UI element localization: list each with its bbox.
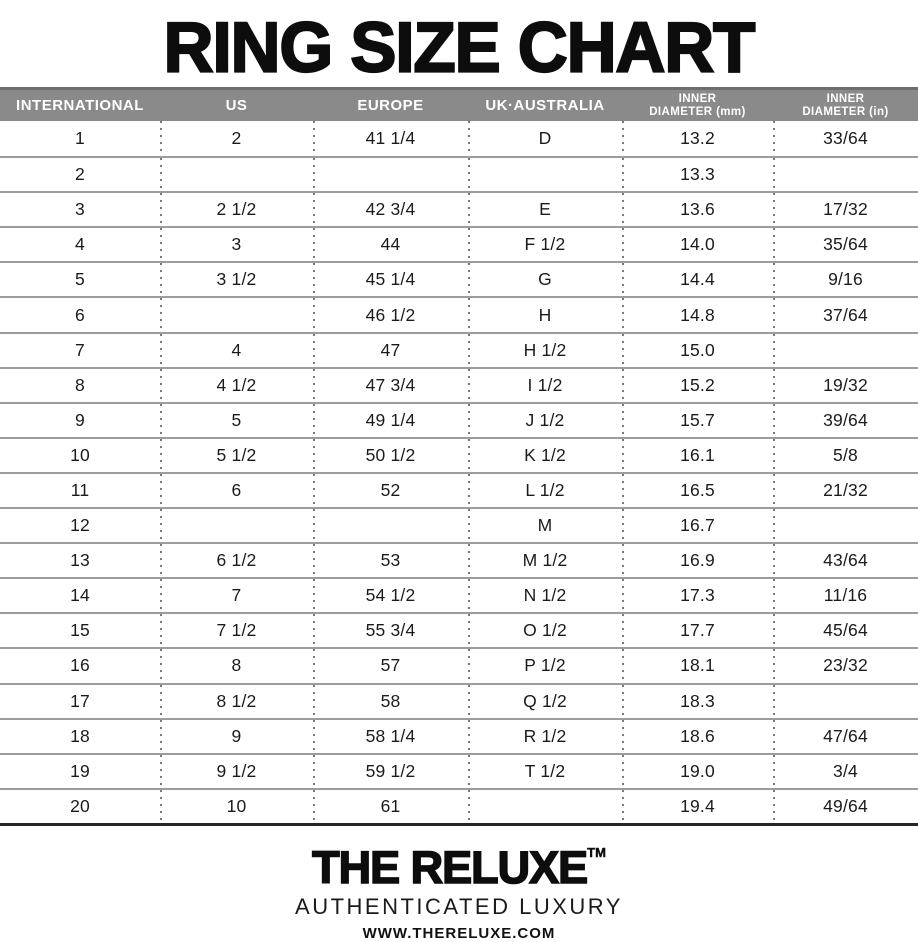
table-cell: 8 1/2: [160, 685, 313, 718]
table-cell: 35/64: [773, 228, 918, 261]
table-cell: 58 1/4: [313, 720, 468, 753]
table-cell: 2: [75, 164, 85, 185]
table-cell: 17.7: [622, 614, 773, 647]
table-cell: 18.6: [622, 720, 773, 753]
table-cell: 14.0: [622, 228, 773, 261]
table-cell: 17: [70, 690, 90, 711]
table-cell: 3: [75, 199, 85, 220]
table-cell: 6: [75, 304, 85, 325]
table-row: [0, 472, 918, 507]
table-cell: 58: [313, 685, 468, 718]
table-cell: 57: [313, 649, 468, 682]
table-cell: 4: [75, 234, 85, 255]
table-header: [0, 87, 918, 121]
table-cell: [773, 334, 918, 367]
table-cell: L 1/2: [468, 474, 622, 507]
table-row: [0, 226, 918, 261]
table-cell: 20: [70, 795, 90, 816]
table-cell: 16: [70, 655, 90, 676]
table-cell: 7: [75, 339, 85, 360]
table-cell: H: [468, 298, 622, 331]
brand-text: THE RELUXE: [312, 841, 588, 893]
table-cell: [313, 509, 468, 542]
table-cell: K 1/2: [468, 439, 622, 472]
table-cell: 50 1/2: [313, 439, 468, 472]
table-row: [0, 647, 918, 682]
table-cell: 9/16: [773, 263, 918, 296]
table-cell: [773, 685, 918, 718]
header-cell: [160, 90, 313, 121]
table-cell: F 1/2: [468, 228, 622, 261]
table-cell: 15.7: [622, 404, 773, 437]
header-cell: [468, 90, 622, 121]
table-cell: 13.6: [622, 193, 773, 226]
table-cell: 2 1/2: [160, 193, 313, 226]
table-cell: 4 1/2: [160, 369, 313, 402]
table-cell: 39/64: [773, 404, 918, 437]
table-cell: D: [468, 121, 622, 156]
table-cell: 9 1/2: [160, 755, 313, 788]
table-cell: 6 1/2: [160, 544, 313, 577]
table-row: [0, 367, 918, 402]
table-cell: 5 1/2: [160, 439, 313, 472]
table-row: [0, 121, 918, 156]
table-row: [0, 261, 918, 296]
brand-name: [0, 827, 918, 894]
table-cell: 47: [313, 334, 468, 367]
table-cell: 13.3: [622, 158, 773, 191]
table-cell: 16.9: [622, 544, 773, 577]
table-cell: 47 3/4: [313, 369, 468, 402]
table-cell: H 1/2: [468, 334, 622, 367]
table-cell: 8: [75, 374, 85, 395]
table-cell: 17/32: [773, 193, 918, 226]
table-cell: 8: [160, 649, 313, 682]
page-title: RING SIZE CHART: [163, 8, 755, 87]
table-cell: G: [468, 263, 622, 296]
footer: [0, 826, 918, 942]
table-cell: 3/4: [773, 755, 918, 788]
brand-tagline: AUTHENTICATED LUXURY: [295, 893, 623, 919]
table-cell: 47/64: [773, 720, 918, 753]
table-cell: 14.4: [622, 263, 773, 296]
table-cell: [468, 158, 622, 191]
table-cell: R 1/2: [468, 720, 622, 753]
table-cell: Q 1/2: [468, 685, 622, 718]
table-cell: 6: [160, 474, 313, 507]
table-row: [0, 507, 918, 542]
table-cell: J 1/2: [468, 404, 622, 437]
table-cell: 16.1: [622, 439, 773, 472]
table-cell: 61: [313, 790, 468, 823]
table-cell: 11/16: [773, 579, 918, 612]
table-cell: 18: [70, 725, 90, 746]
size-table: [0, 87, 918, 826]
table-row: [0, 542, 918, 577]
table-row: [0, 788, 918, 823]
table-cell: 19/32: [773, 369, 918, 402]
table-cell: 19.0: [622, 755, 773, 788]
table-cell: 17.3: [622, 579, 773, 612]
table-cell: I 1/2: [468, 369, 622, 402]
table-cell: 18.1: [622, 649, 773, 682]
table-cell: 49/64: [773, 790, 918, 823]
header-cell: [0, 90, 160, 121]
table-row: [0, 296, 918, 331]
table-cell: 37/64: [773, 298, 918, 331]
table-cell: 52: [313, 474, 468, 507]
trademark-symbol: TM: [587, 844, 606, 860]
table-cell: M 1/2: [468, 544, 622, 577]
table-cell: P 1/2: [468, 649, 622, 682]
table-cell: 5/8: [773, 439, 918, 472]
table-cell: 33/64: [773, 121, 918, 156]
header-cell-line: EUROPE: [357, 96, 424, 114]
table-cell: 9: [160, 720, 313, 753]
table-cell: 14.8: [622, 298, 773, 331]
table-cell: 45/64: [773, 614, 918, 647]
table-cell: [468, 790, 622, 823]
table-row: [0, 156, 918, 191]
header-cell-line: INTERNATIONAL: [16, 96, 144, 114]
table-row: [0, 753, 918, 788]
table-cell: 3: [160, 228, 313, 261]
table-row: [0, 612, 918, 647]
table-cell: 2: [160, 121, 313, 156]
table-row: [0, 191, 918, 226]
table-cell: N 1/2: [468, 579, 622, 612]
table-cell: 10: [160, 790, 313, 823]
table-cell: 15.0: [622, 334, 773, 367]
table-cell: 21/32: [773, 474, 918, 507]
table-cell: M: [468, 509, 622, 542]
table-cell: [773, 158, 918, 191]
table-cell: 43/64: [773, 544, 918, 577]
table-cell: 13.2: [622, 121, 773, 156]
table-cell: 49 1/4: [313, 404, 468, 437]
table-cell: 15.2: [622, 369, 773, 402]
table-cell: T 1/2: [468, 755, 622, 788]
table-cell: [313, 158, 468, 191]
table-cell: 45 1/4: [313, 263, 468, 296]
table-cell: 55 3/4: [313, 614, 468, 647]
table-cell: 19.4: [622, 790, 773, 823]
header-cell-line: INNER: [826, 93, 865, 106]
header-cell-line: DIAMETER (in): [802, 105, 889, 118]
table-cell: [160, 298, 313, 331]
table-cell: 59 1/2: [313, 755, 468, 788]
table-cell: 53: [313, 544, 468, 577]
table-cell: 7: [160, 579, 313, 612]
table-cell: 19: [70, 760, 90, 781]
table-cell: 3 1/2: [160, 263, 313, 296]
table-row: [0, 402, 918, 437]
table-cell: 9: [75, 409, 85, 430]
table-cell: 18.3: [622, 685, 773, 718]
table-cell: 44: [313, 228, 468, 261]
table-cell: 16.5: [622, 474, 773, 507]
header-cell-line: INNER: [678, 93, 717, 106]
table-cell: [773, 509, 918, 542]
table-cell: [160, 509, 313, 542]
header-cell: [773, 90, 918, 121]
table-row: [0, 718, 918, 753]
table-row: [0, 683, 918, 718]
table-cell: 14: [70, 585, 90, 606]
header-cell: [622, 90, 773, 121]
table-cell: 5: [160, 404, 313, 437]
table-cell: 15: [70, 620, 90, 641]
website-url: WWW.THERELUXE.COM: [362, 924, 556, 942]
table-cell: 23/32: [773, 649, 918, 682]
table-row: [0, 332, 918, 367]
table-cell: 5: [75, 269, 85, 290]
table-cell: 12: [70, 515, 90, 536]
table-cell: 10: [70, 444, 90, 465]
header-cell-line: DIAMETER (mm): [649, 105, 746, 118]
table-cell: 4: [160, 334, 313, 367]
table-cell: 1: [75, 128, 85, 149]
table-cell: 16.7: [622, 509, 773, 542]
table-row: [0, 437, 918, 472]
table-cell: 46 1/2: [313, 298, 468, 331]
header-cell-line: US: [225, 96, 248, 114]
table-cell: [160, 158, 313, 191]
table-cell: 54 1/2: [313, 579, 468, 612]
header-cell-line: UK·AUSTRALIA: [485, 96, 605, 114]
table-cell: 41 1/4: [313, 121, 468, 156]
table-cell: 7 1/2: [160, 614, 313, 647]
table-cell: 13: [70, 550, 90, 571]
table-cell: 42 3/4: [313, 193, 468, 226]
table-cell: O 1/2: [468, 614, 622, 647]
table-row: [0, 577, 918, 612]
table-cell: 11: [70, 479, 90, 500]
table-cell: E: [468, 193, 622, 226]
header-cell: [313, 90, 468, 121]
table-body: [0, 121, 918, 826]
